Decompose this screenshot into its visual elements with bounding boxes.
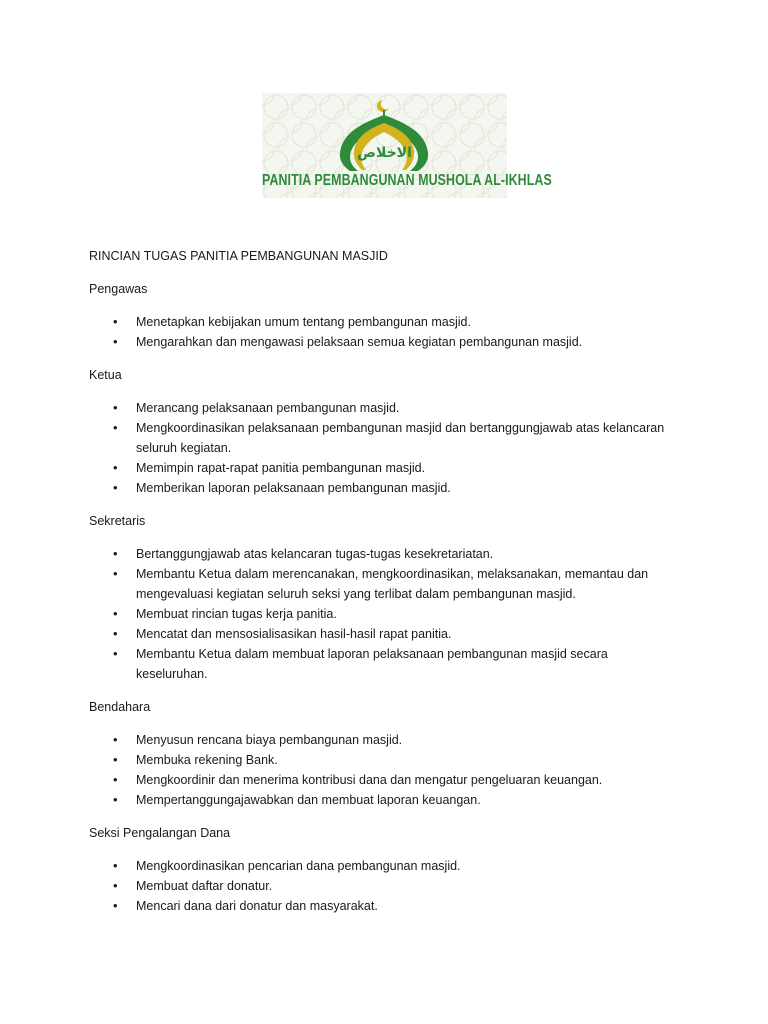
- task-list: [89, 398, 689, 498]
- list-item: • Mencatat dan mensosialisasikan hasil-hasil rapat panitia.: [89, 624, 689, 644]
- section-bendahara: [89, 697, 689, 810]
- list-item: • Mengkoordinir dan menerima kontribusi dana dan mengatur pengeluaran keuangan.: [89, 770, 689, 790]
- document-title: RINCIAN TUGAS PANITIA PEMBANGUNAN MASJID: [89, 249, 388, 263]
- list-item: • Bertanggungjawab atas kelancaran tugas-tugas kesekretariatan.: [89, 544, 689, 564]
- task-list: [89, 856, 689, 916]
- list-item: • Membuka rekening Bank.: [89, 750, 689, 770]
- task-list: [89, 312, 689, 352]
- section-title: Seksi Pengalangan Dana: [89, 826, 231, 840]
- list-item: • Membantu Ketua dalam membuat laporan pelaksanaan pembangunan masjid secara: [89, 644, 689, 664]
- list-item-continuation: seluruh kegiatan.: [136, 441, 232, 455]
- list-item: • Menyusun rencana biaya pembangunan masjid.: [89, 730, 689, 750]
- section-sekretaris: [89, 511, 689, 684]
- document-body: [89, 246, 689, 916]
- task-list: [89, 544, 689, 684]
- section-title: Sekretaris: [89, 514, 146, 528]
- section-title: Bendahara: [89, 700, 151, 714]
- list-item: • Memberikan laporan pelaksanaan pembangunan masjid.: [89, 478, 689, 498]
- list-item: • Memimpin rapat-rapat panitia pembangunan masjid.: [89, 458, 689, 478]
- list-item: • Mempertanggungajawabkan dan membuat laporan keuangan.: [89, 790, 689, 810]
- section-pengalangan-dana: [89, 823, 689, 916]
- section-title: Ketua: [89, 368, 122, 382]
- logo-arabic-text: الاخلاص: [357, 145, 412, 161]
- list-item: • Menetapkan kebijakan umum tentang pembangunan masjid.: [89, 312, 689, 332]
- list-item: • Mengkoordinasikan pelaksanaan pembangunan masjid dan bertanggungjawab atas kelancaran: [89, 418, 689, 438]
- logo: [262, 93, 552, 198]
- section-ketua: [89, 365, 689, 498]
- list-item-continuation: mengevaluasi kegiatan seluruh seksi yang terlibat dalam pembangunan masjid.: [136, 587, 576, 601]
- section-title: Pengawas: [89, 282, 148, 296]
- list-item: • Membuat daftar donatur.: [89, 876, 689, 896]
- task-list: [89, 730, 689, 810]
- list-item: • Mengarahkan dan mengawasi pelaksaan semua kegiatan pembangunan masjid.: [89, 332, 689, 352]
- list-item: • Membuat rincian tugas kerja panitia.: [89, 604, 689, 624]
- section-pengawas: [89, 279, 689, 352]
- logo-caption: PANITIA PEMBANGUNAN MUSHOLA AL-IKHLAS: [262, 171, 552, 189]
- list-item: • Merancang pelaksanaan pembangunan masjid.: [89, 398, 689, 418]
- list-item: • Membantu Ketua dalam merencanakan, mengkoordinasikan, melaksanakan, memantau dan: [89, 564, 689, 584]
- list-item: • Mencari dana dari donatur dan masyarakat.: [89, 896, 689, 916]
- list-item-continuation: keseluruhan.: [136, 667, 208, 681]
- list-item: • Mengkoordinasikan pencarian dana pembangunan masjid.: [89, 856, 689, 876]
